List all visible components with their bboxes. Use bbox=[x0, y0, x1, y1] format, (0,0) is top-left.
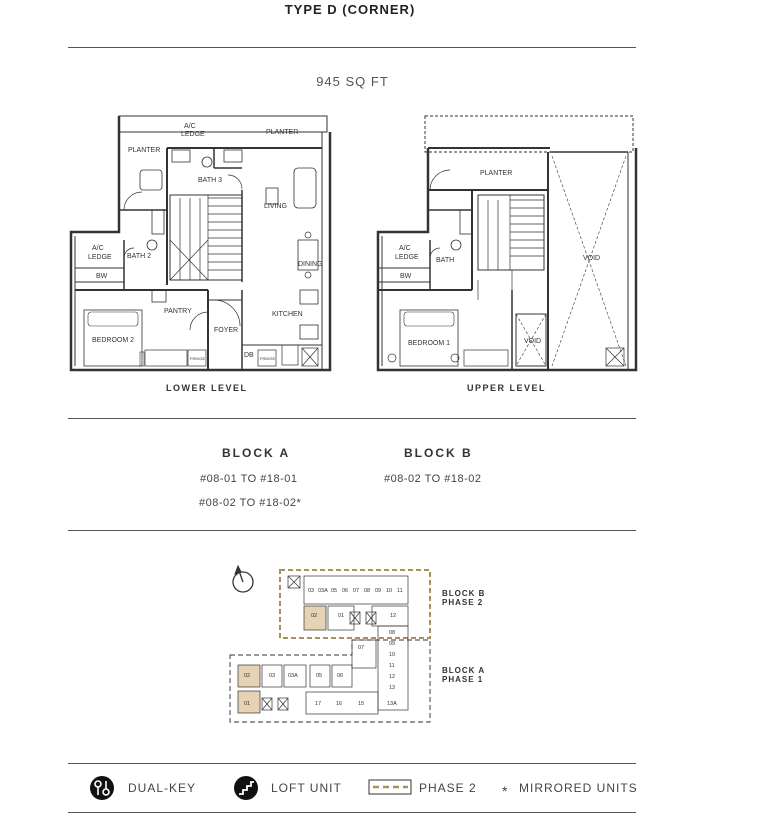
kp-b-05: 05 bbox=[331, 588, 338, 594]
kp-a-03a: 03A bbox=[288, 673, 298, 679]
divider-legend-top bbox=[68, 763, 636, 764]
unit-area: 945 SQ FT bbox=[316, 74, 389, 89]
legend-loft-unit: LOFT UNIT bbox=[271, 781, 342, 795]
block-a-title: BLOCK A bbox=[222, 446, 291, 460]
kp-a-05: 05 bbox=[316, 673, 323, 679]
label-bath3: BATH 3 bbox=[198, 177, 222, 184]
kp-t-12: 12 bbox=[389, 674, 396, 680]
label-fridge-1: FRIDGE bbox=[190, 356, 206, 361]
block-b-units-1: #08-02 TO #18-02 bbox=[384, 473, 482, 485]
kp-a-06: 06 bbox=[337, 673, 344, 679]
label-bedroom2: BEDROOM 2 bbox=[92, 337, 135, 344]
kp-label-phase-1: PHASE 1 bbox=[442, 675, 484, 684]
kp-t-07: 07 bbox=[358, 645, 365, 651]
page-title: TYPE D (CORNER) bbox=[284, 2, 416, 17]
legend-dual-key: DUAL-KEY bbox=[128, 781, 197, 795]
kp-t-11: 11 bbox=[389, 663, 395, 669]
label-upper-bw: BW bbox=[400, 273, 412, 280]
divider-lower bbox=[68, 530, 636, 531]
label-bw: BW bbox=[96, 273, 108, 280]
label-dining: DINING bbox=[298, 261, 323, 268]
lower-level-plan bbox=[71, 116, 330, 370]
label-fridge-2: FRIDGE bbox=[260, 356, 276, 361]
divider-legend-bottom bbox=[68, 812, 636, 813]
keyplan-units bbox=[238, 576, 408, 714]
label-planter-left: PLANTER bbox=[128, 147, 161, 154]
block-b-title: BLOCK B bbox=[404, 446, 473, 460]
floor-plans bbox=[0, 110, 758, 380]
label-living: LIVING bbox=[264, 203, 287, 210]
kp-b-07: 07 bbox=[353, 588, 360, 594]
kp-a-13a: 13A bbox=[387, 701, 397, 707]
kp-a-16: 16 bbox=[336, 701, 343, 707]
kp-b-10: 10 bbox=[386, 588, 393, 594]
label-planter-top: PLANTER bbox=[266, 129, 299, 136]
label-upper-planter: PLANTER bbox=[480, 170, 513, 177]
label-ac-ledge-top-2: LEDGE bbox=[181, 131, 205, 138]
kp-t-08: 08 bbox=[389, 630, 396, 636]
upper-level-plan bbox=[378, 116, 636, 370]
kp-a-17: 17 bbox=[315, 701, 322, 707]
divider-middle bbox=[68, 418, 636, 419]
label-bedroom1: BEDROOM 1 bbox=[408, 340, 451, 347]
kp-t-10: 10 bbox=[389, 652, 396, 658]
label-upper-bath: BATH bbox=[436, 257, 455, 264]
dual-key-icon bbox=[88, 774, 116, 802]
north-arrow-icon bbox=[233, 566, 253, 592]
kp-a-02: 02 bbox=[244, 673, 251, 679]
block-a-units-2: #08-02 TO #18-02* bbox=[199, 497, 302, 509]
kp-a-01: 01 bbox=[244, 701, 251, 707]
kp-b-01: 01 bbox=[338, 613, 345, 619]
kp-label-phase-2: PHASE 2 bbox=[442, 598, 484, 607]
mirrored-star-icon: * bbox=[502, 783, 509, 799]
kp-t-13: 13 bbox=[389, 685, 396, 691]
kp-a-03: 03 bbox=[269, 673, 276, 679]
legend-mirrored-units: MIRRORED UNITS bbox=[519, 781, 638, 795]
label-void-right: VOID bbox=[583, 255, 601, 262]
label-upper-ac-ledge-2: LEDGE bbox=[395, 254, 419, 261]
kp-b-02: 02 bbox=[311, 613, 318, 619]
lower-level-label: LOWER LEVEL bbox=[166, 383, 248, 393]
kp-b-08: 08 bbox=[364, 588, 371, 594]
label-upper-ac-ledge-1: A/C bbox=[399, 245, 411, 252]
lower-level-labels bbox=[88, 123, 323, 361]
key-plan bbox=[0, 560, 758, 730]
kp-a-15: 15 bbox=[358, 701, 365, 707]
divider-top bbox=[68, 47, 636, 48]
upper-level-label: UPPER LEVEL bbox=[467, 383, 547, 393]
label-ac-ledge-left-1: A/C bbox=[92, 245, 104, 252]
label-foyer: FOYER bbox=[214, 327, 239, 334]
label-ac-ledge-top-1: A/C bbox=[184, 123, 196, 130]
label-pantry: PANTRY bbox=[164, 308, 192, 315]
kp-b-09: 09 bbox=[375, 588, 382, 594]
kp-b-03a: 03A bbox=[318, 588, 328, 594]
legend-phase-2: PHASE 2 bbox=[419, 781, 477, 795]
label-db: DB bbox=[244, 352, 254, 359]
label-bath2: BATH 2 bbox=[127, 253, 151, 260]
kp-b-12: 12 bbox=[390, 613, 397, 619]
label-kitchen: KITCHEN bbox=[272, 311, 303, 318]
kp-label-block-a: BLOCK A bbox=[442, 666, 486, 675]
kp-b-11: 11 bbox=[397, 588, 403, 594]
label-void-small: VOID bbox=[524, 338, 542, 345]
upper-level-labels bbox=[395, 170, 600, 347]
label-ac-ledge-left-2: LEDGE bbox=[88, 254, 112, 261]
kp-b-03: 03 bbox=[308, 588, 315, 594]
phase-2-swatch-icon bbox=[368, 779, 412, 795]
block-a-units-1: #08-01 TO #18-01 bbox=[200, 473, 298, 485]
loft-unit-icon bbox=[232, 774, 260, 802]
kp-t-09: 09 bbox=[389, 641, 396, 647]
kp-label-block-b: BLOCK B bbox=[442, 589, 486, 598]
kp-b-06: 06 bbox=[342, 588, 349, 594]
